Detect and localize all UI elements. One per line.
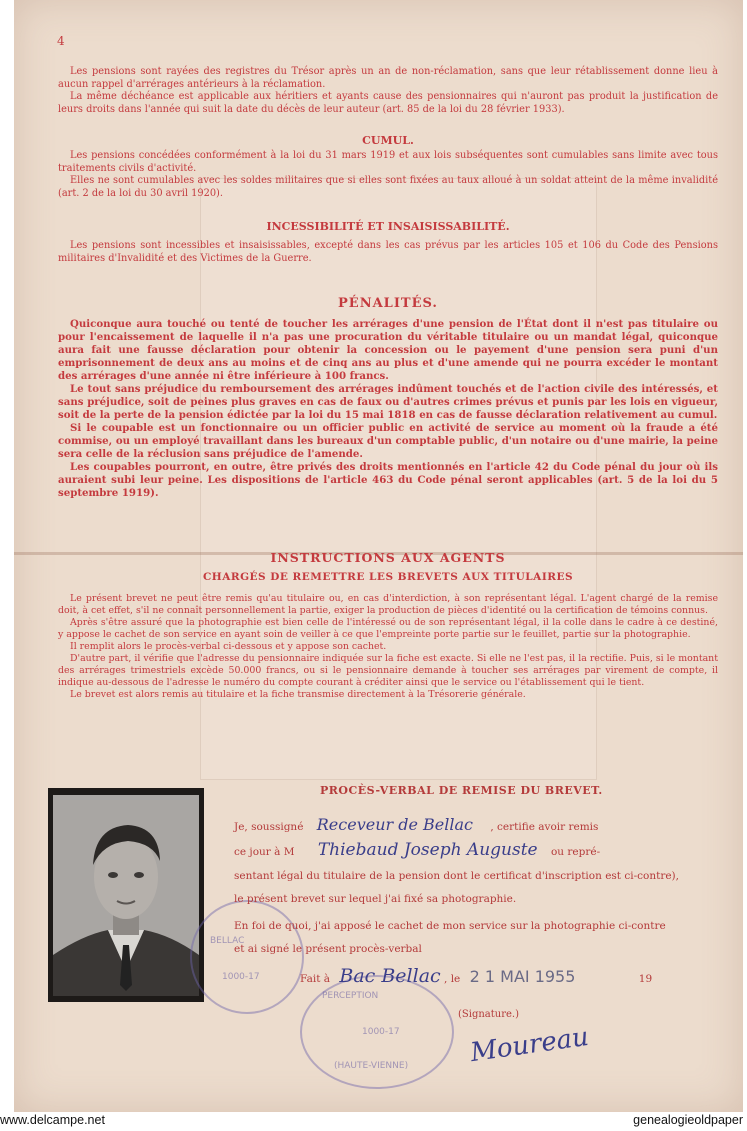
- pv-line-5: En foi de quoi, j'ai apposé le cachet de mon service sur la photographie ci-contre: [234, 920, 666, 932]
- pv-agent-handwriting: Receveur de Bellac: [316, 815, 473, 834]
- pv-line-2: [234, 840, 600, 860]
- penalites-paragraph-3: Si le coupable est un fonctionnaire ou un officier public en activité de service au moment où la fraude a été commise, ou un employé travaillant dans les bureaux d'un comptable public, d'un notaire ou d'une mairie, la peine sera celle de la réclusion sans préjudice de l'amende.: [58, 422, 718, 460]
- penalites-heading: PÉNALITÉS.: [338, 296, 438, 311]
- portrait-illustration: [53, 795, 199, 996]
- page-number: 4: [57, 34, 65, 48]
- watermark-right: genealogieoldpaper: [633, 1113, 743, 1127]
- pv-soussigne-label: Je, soussigné: [234, 821, 304, 833]
- instructions-heading: INSTRUCTIONS AUX AGENTS: [270, 550, 506, 565]
- cachet-stamp-right: [300, 975, 454, 1089]
- instructions-paragraph-5: Le brevet est alors remis au titulaire et la fiche transmise directement à la Trésorerie générale.: [70, 689, 526, 700]
- radiation-paragraph-2: La même déchéance est applicable aux héritiers et ayants cause des pensionnaires qui n'auront pas produit la justification de leurs droits dans l'année qui suit la date du décès de leur auteur (art. 85 de la loi du 28 février 1933).: [58, 91, 718, 115]
- pv-represent-label: ou repré-: [550, 846, 601, 858]
- pv-certifie-label: , certifie avoir remis: [490, 821, 599, 833]
- stamp-right-title: PERCEPTION: [322, 991, 379, 1001]
- pv-beneficiary-label: ce jour à M: [234, 846, 295, 858]
- portrait-photo: [53, 795, 199, 996]
- photo-frame: [48, 788, 204, 1002]
- cumul-paragraph-2: Elles ne sont cumulables avec les soldes militaires que si elles sont fixées au taux alloué à un soldat atteint de la même invalidité (art. 2 de la loi du 30 avril 1920).: [58, 175, 718, 199]
- stamp-right-number: 1000-17: [362, 1027, 400, 1037]
- cachet-stamp-left: [190, 900, 304, 1014]
- pv-place-date-line: [300, 965, 652, 987]
- penalites-section: [58, 318, 718, 500]
- radiation-paragraph-1: Les pensions sont rayées des registres du Trésor après un an de non-réclamation, sans que leur rétablissement donne lieu à aucun rappel d'arrérages antérieurs à la réclamation.: [58, 66, 718, 90]
- stamp-left-text: BELLAC: [210, 936, 245, 946]
- instructions-paragraph-4: D'autre part, il vérifie que l'adresse du pensionnaire indiquée sur la fiche est exacte. Si elle ne l'est pas, il la rectifie. Puis, si le montant des arrérages trimestriels excède 50.000 francs, ou si le pensionnaire demande à toucher ses arrérages par virement de compte, il indique au-dessous de l'adresse le numéro du compte courant à créditer ainsi que le service ou l'établissement qui le tient.: [58, 653, 718, 688]
- pv-place-handwriting: Bac Bellac: [339, 965, 441, 987]
- pv-line-4: le présent brevet sur lequel j'ai fixé sa photographie.: [234, 893, 517, 905]
- instructions-paragraph-1: Le présent brevet ne peut être remis qu'au titulaire ou, en cas d'interdiction, à son représentant légal. L'agent chargé de la remise doit, à cet effet, s'il ne connaît personnellement la partie, exiger la production de pièces d'identité ou la certification de témoins connus.: [58, 593, 718, 616]
- pv-beneficiary-handwriting: Thiebaud Joseph Auguste: [317, 840, 538, 860]
- penalites-paragraph-2: Le tout sans préjudice du remboursement des arrérages indûment touchés et de l'action civile des intéressés, et sans préjudice, soit de peines plus graves en cas de faux ou d'autres crimes prévus et punis par les lois en vigueur, soit de la perte de la pension édictée par la loi du 15 mai 1818 en cas de fausse déclaration relativement au cumul.: [58, 383, 718, 421]
- pv-fait-a-label: Fait à: [300, 973, 331, 985]
- pv-line-1: [234, 815, 598, 834]
- penalites-paragraph-4: Les coupables pourront, en outre, être privés des droits mentionnés en l'article 42 du Code pénal du jour où ils auraient subi leur peine. Les dispositions de l'article 463 du Code pénal seront applicables (art. 5 de la loi du 5 septembre 1919).: [58, 461, 718, 499]
- instructions-paragraph-3: Il remplit alors le procès-verbal ci-dessous et y appose son cachet.: [70, 641, 387, 652]
- incessibilite-section: [58, 240, 718, 265]
- penalites-paragraph-1: Quiconque aura touché ou tenté de toucher les arrérages d'une pension de l'État dont il n'est pas titulaire ou pour l'encaissement de laquelle il n'a pas une procuration du véritable titulaire ou un mandat légal, quiconque aura fait une fausse déclaration pour obtenir la concession ou le payement d'une pension sera puni d'un emprisonnement de deux ans au moins et de cinq ans au plus et d'une amende qui ne pourra excéder le montant des arrérages d'une année ni être inférieure à 100 francs.: [58, 318, 718, 382]
- incessibilite-heading: INCESSIBILITÉ ET INSAISISSABILITÉ.: [266, 220, 510, 233]
- incessibilite-paragraph: Les pensions sont incessibles et insaisissables, excepté dans les cas prévus par les articles 105 et 106 du Code des Pensions militaires d'Invalidité et des Victimes de la Guerre.: [58, 240, 718, 264]
- pv-line-3: sentant légal du titulaire de la pension dont le certificat d'inscription est ci-contre),: [234, 870, 679, 882]
- instructions-paragraph-2: Après s'être assuré que la photographie est bien celle de l'intéressé ou de son représentant légal, il la colle dans le cadre à ce destiné, y appose le cachet de son service en ayant soin de veiller à ce que l'empreinte porte partie sur le feuillet, partie sur la photographie.: [58, 617, 718, 640]
- cumul-heading: CUMUL.: [362, 134, 414, 147]
- pv-signature-label: (Signature.): [458, 1009, 519, 1020]
- pv-year-suffix: 19: [638, 973, 653, 985]
- watermark-left: www.delcampe.net: [0, 1113, 105, 1127]
- proces-verbal-heading: PROCÈS-VERBAL DE REMISE DU BREVET.: [320, 784, 603, 797]
- pv-date-stamp: 2 1 MAI 1955: [469, 967, 576, 986]
- stamp-right-region: (HAUTE-VIENNE): [334, 1061, 409, 1071]
- pv-line-6: et ai signé le présent procès-verbal: [234, 943, 422, 955]
- instructions-subheading: CHARGÉS DE REMETTRE LES BREVETS AUX TITULAIRES: [202, 571, 574, 583]
- instructions-section: [58, 593, 718, 701]
- pv-le-label: , le: [444, 973, 461, 985]
- radiation-section: [58, 66, 718, 116]
- cumul-section: [58, 150, 718, 200]
- pv-signature-handwriting: Moureau: [468, 1021, 591, 1069]
- cumul-paragraph-1: Les pensions concédées conformément à la loi du 31 mars 1919 et aux lois subséquentes sont cumulables sans limite avec tous traitements civils d'activité.: [58, 150, 718, 174]
- stamp-left-number: 1000-17: [222, 972, 260, 982]
